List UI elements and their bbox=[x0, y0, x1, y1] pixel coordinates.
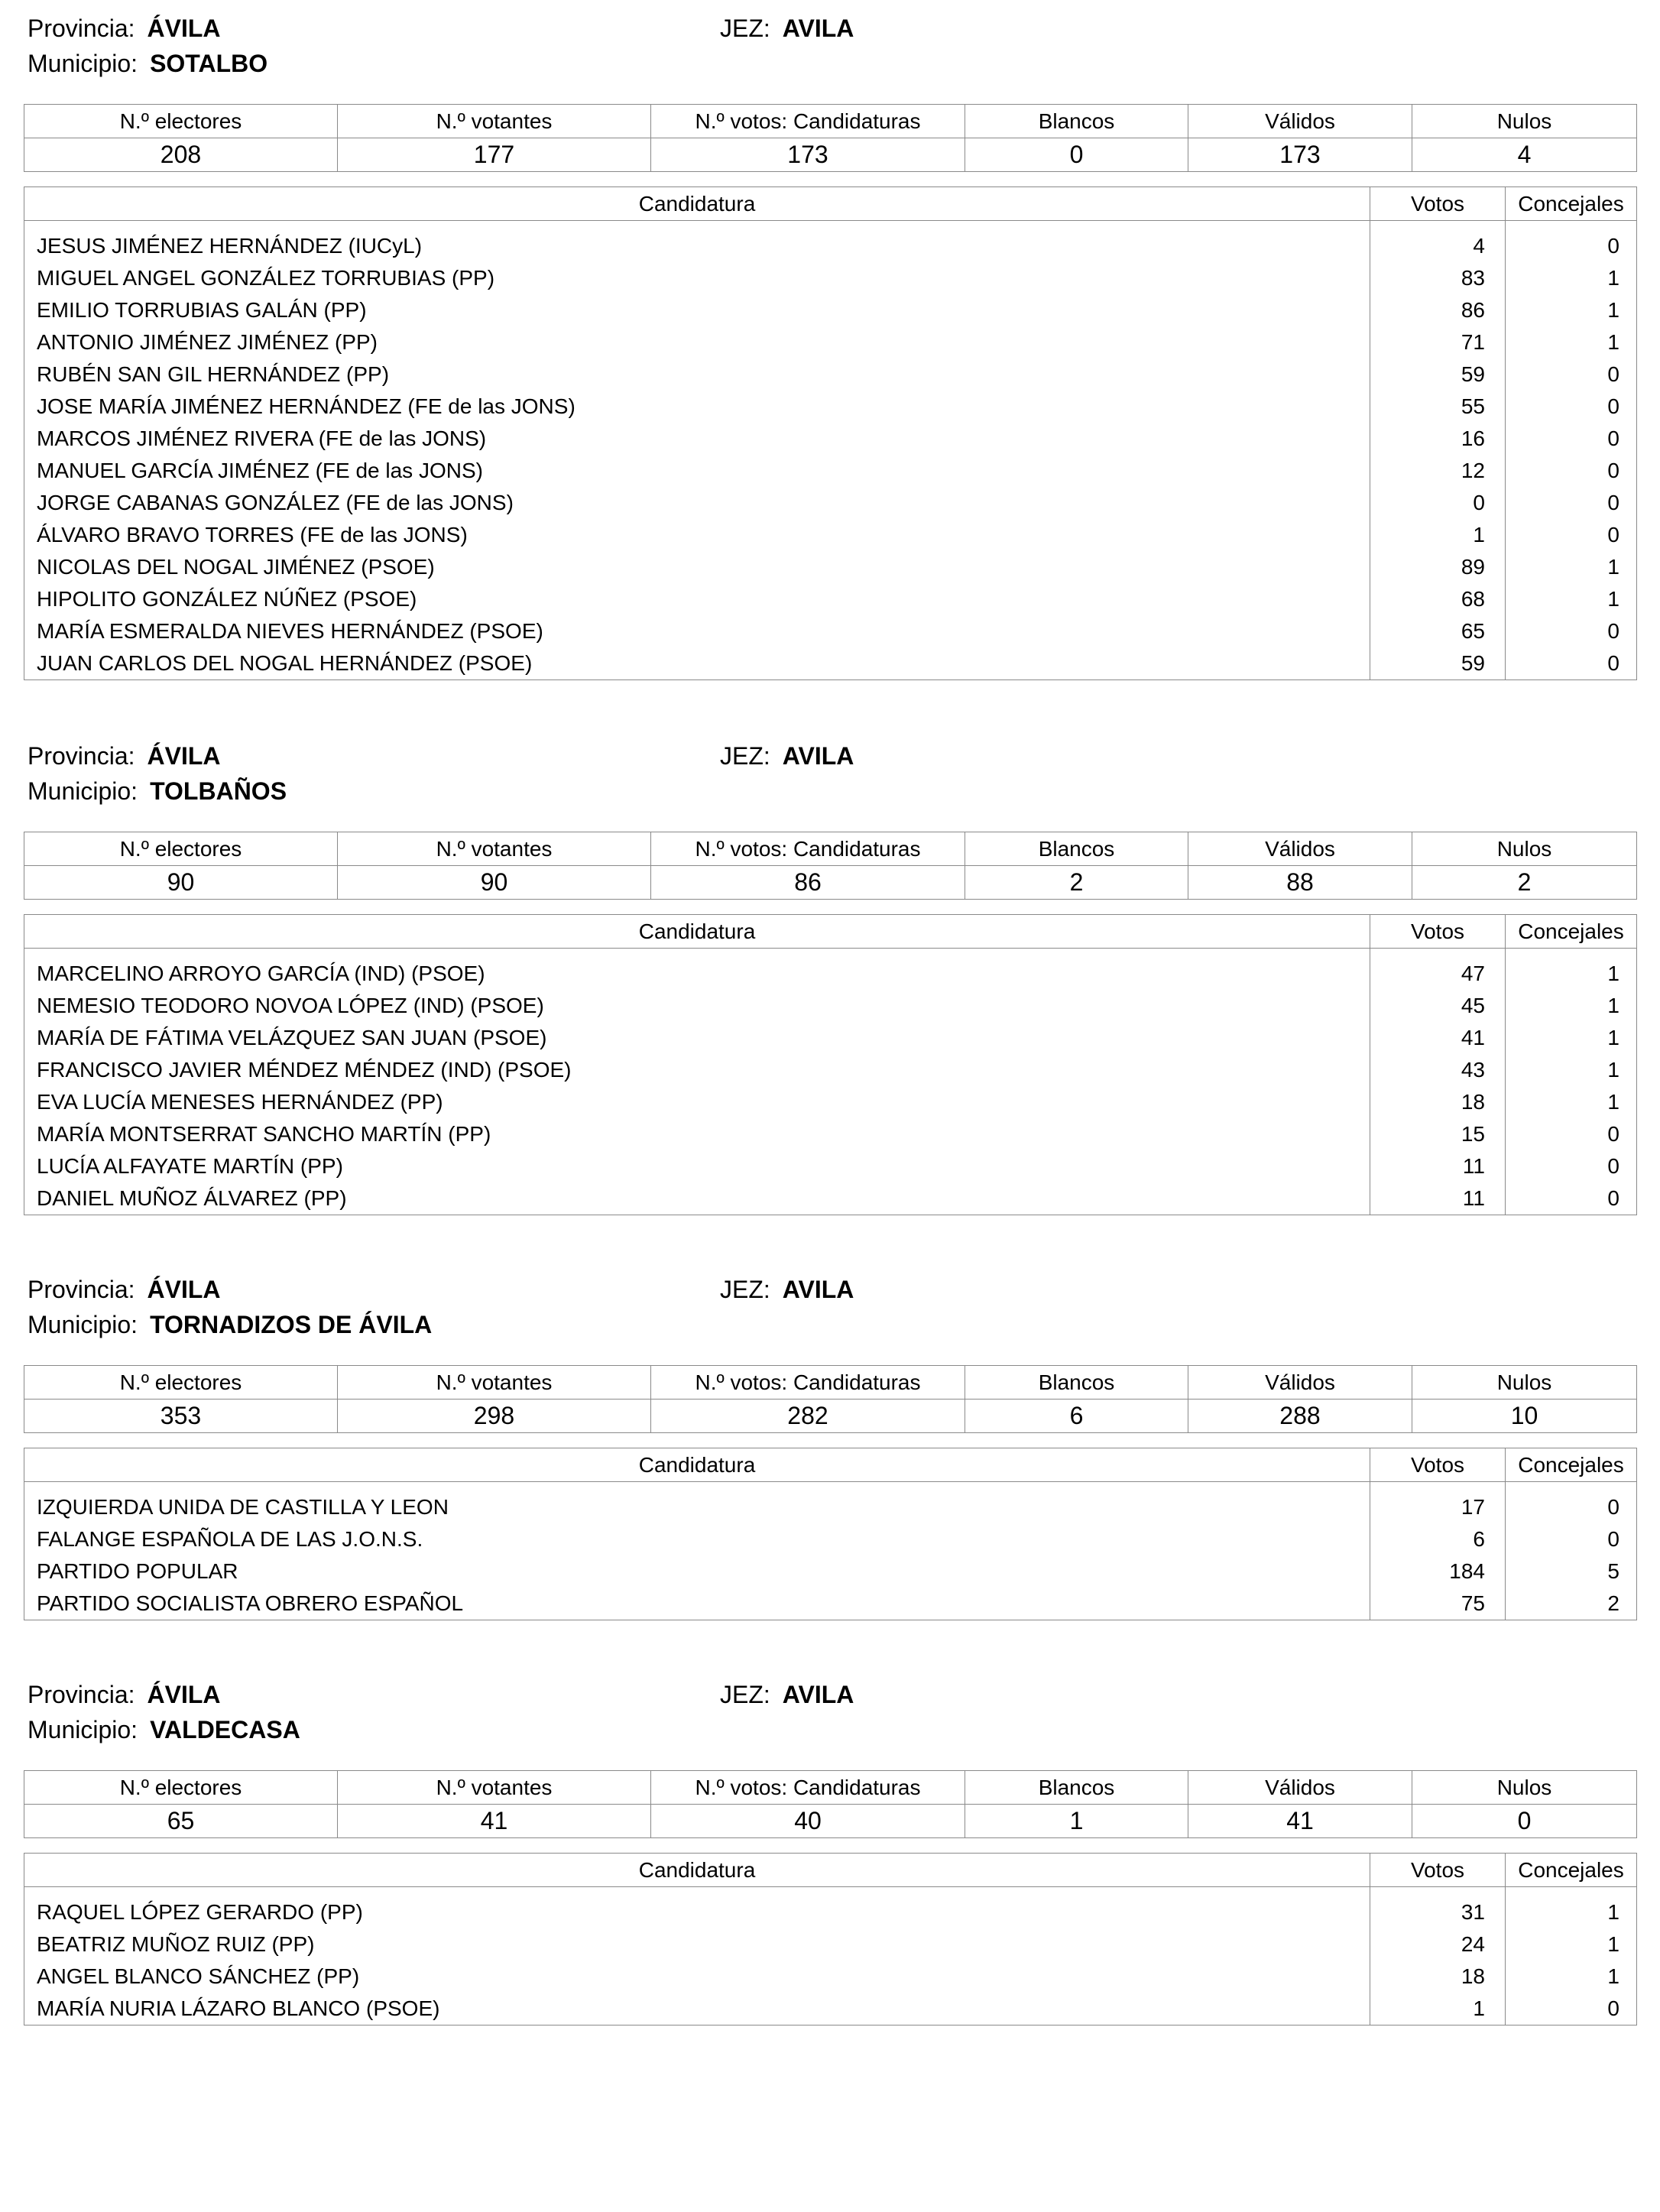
candidate-votos: 68 bbox=[1370, 583, 1506, 615]
spacer-cell bbox=[1370, 1482, 1506, 1492]
candidate-votos: 6 bbox=[1370, 1523, 1506, 1555]
candidate-name: MIGUEL ANGEL GONZÁLEZ TORRUBIAS (PP) bbox=[24, 262, 1370, 294]
summary-values-row bbox=[24, 1400, 1637, 1433]
summary-table bbox=[24, 104, 1637, 172]
summary-header-nulos: Nulos bbox=[1412, 105, 1637, 138]
candidate-row bbox=[24, 1523, 1637, 1555]
summary-value-validos: 41 bbox=[1188, 1805, 1412, 1838]
candidate-name: RAQUEL LÓPEZ GERARDO (PP) bbox=[24, 1896, 1370, 1928]
candidates-spacer-row bbox=[24, 949, 1637, 958]
candidate-row bbox=[24, 326, 1637, 358]
municipio-line bbox=[28, 46, 267, 81]
candidate-name: JUAN CARLOS DEL NOGAL HERNÁNDEZ (PSOE) bbox=[24, 647, 1370, 680]
summary-header-votantes: N.º votantes bbox=[338, 1771, 651, 1805]
candidate-votos: 4 bbox=[1370, 230, 1506, 262]
candidate-name: BEATRIZ MUÑOZ RUIZ (PP) bbox=[24, 1928, 1370, 1961]
candidate-votos: 83 bbox=[1370, 262, 1506, 294]
candidate-votos: 75 bbox=[1370, 1588, 1506, 1620]
municipio-line bbox=[28, 774, 287, 809]
candidate-votos: 12 bbox=[1370, 455, 1506, 487]
provincia-value: ÁVILA bbox=[147, 15, 221, 42]
municipio-line bbox=[28, 1712, 300, 1747]
jez-value: AVILA bbox=[782, 15, 854, 42]
summary-header-votos_candidaturas: N.º votos: Candidaturas bbox=[651, 105, 965, 138]
provincia-value: ÁVILA bbox=[147, 1681, 221, 1708]
candidate-concejales: 1 bbox=[1506, 990, 1637, 1022]
candidates-table bbox=[24, 186, 1637, 680]
jez-label: JEZ: bbox=[720, 1276, 770, 1303]
summary-value-votantes: 298 bbox=[338, 1400, 651, 1433]
candidates-table bbox=[24, 914, 1637, 1215]
municipio-line bbox=[28, 1307, 432, 1342]
candidate-concejales: 0 bbox=[1506, 1993, 1637, 2026]
candidate-votos: 65 bbox=[1370, 615, 1506, 647]
candidatura-header: Candidatura bbox=[24, 915, 1370, 949]
candidate-name: RUBÉN SAN GIL HERNÁNDEZ (PP) bbox=[24, 358, 1370, 391]
summary-table bbox=[24, 1365, 1637, 1433]
candidate-row bbox=[24, 294, 1637, 326]
candidate-votos: 86 bbox=[1370, 294, 1506, 326]
municipality-section bbox=[0, 11, 1660, 675]
candidate-votos: 184 bbox=[1370, 1555, 1506, 1588]
candidates-header-row bbox=[24, 915, 1637, 949]
candidate-row bbox=[24, 1491, 1637, 1523]
concejales-header: Concejales bbox=[1506, 1448, 1637, 1482]
summary-header-blancos: Blancos bbox=[965, 832, 1188, 866]
candidate-concejales: 0 bbox=[1506, 1182, 1637, 1215]
candidate-row bbox=[24, 1928, 1637, 1961]
candidate-concejales: 1 bbox=[1506, 583, 1637, 615]
votos-header: Votos bbox=[1370, 1448, 1506, 1482]
candidate-votos: 55 bbox=[1370, 391, 1506, 423]
candidate-row bbox=[24, 1022, 1637, 1054]
candidate-row bbox=[24, 1054, 1637, 1086]
municipio-value: VALDECASA bbox=[150, 1716, 300, 1743]
jez-value: AVILA bbox=[782, 1681, 854, 1708]
municipio-label: Municipio: bbox=[28, 1311, 138, 1338]
candidate-votos: 43 bbox=[1370, 1054, 1506, 1086]
summary-value-votantes: 41 bbox=[338, 1805, 651, 1838]
summary-value-votos_candidaturas: 40 bbox=[651, 1805, 965, 1838]
candidate-concejales: 0 bbox=[1506, 519, 1637, 551]
spacer-cell bbox=[1370, 221, 1506, 231]
summary-header-electores: N.º electores bbox=[24, 105, 338, 138]
concejales-header: Concejales bbox=[1506, 915, 1637, 949]
municipio-label: Municipio: bbox=[28, 1716, 138, 1743]
summary-value-blancos: 6 bbox=[965, 1400, 1188, 1433]
candidate-concejales: 0 bbox=[1506, 1523, 1637, 1555]
spacer-cell bbox=[24, 1887, 1370, 1897]
summary-value-votos_candidaturas: 282 bbox=[651, 1400, 965, 1433]
municipio-value: TORNADIZOS DE ÁVILA bbox=[150, 1311, 433, 1338]
candidate-votos: 16 bbox=[1370, 423, 1506, 455]
municipio-value: TOLBAÑOS bbox=[150, 777, 287, 805]
candidate-concejales: 1 bbox=[1506, 551, 1637, 583]
provincia-line bbox=[28, 11, 221, 46]
provincia-line bbox=[28, 1677, 221, 1712]
candidatura-header: Candidatura bbox=[24, 187, 1370, 221]
jez-line bbox=[720, 11, 854, 46]
spacer-cell bbox=[1506, 221, 1637, 231]
candidate-concejales: 1 bbox=[1506, 1022, 1637, 1054]
candidate-concejales: 1 bbox=[1506, 1896, 1637, 1928]
candidate-concejales: 0 bbox=[1506, 615, 1637, 647]
candidate-row bbox=[24, 1086, 1637, 1118]
provincia-label: Provincia: bbox=[28, 1681, 135, 1708]
candidate-row bbox=[24, 455, 1637, 487]
summary-value-votantes: 90 bbox=[338, 866, 651, 900]
summary-header-blancos: Blancos bbox=[965, 105, 1188, 138]
candidate-row bbox=[24, 423, 1637, 455]
summary-header-row bbox=[24, 105, 1637, 138]
candidate-row bbox=[24, 1182, 1637, 1215]
candidate-name: JORGE CABANAS GONZÁLEZ (FE de las JONS) bbox=[24, 487, 1370, 519]
candidate-name: MARÍA MONTSERRAT SANCHO MARTÍN (PP) bbox=[24, 1118, 1370, 1150]
provincia-label: Provincia: bbox=[28, 15, 135, 42]
candidate-votos: 89 bbox=[1370, 551, 1506, 583]
candidate-row bbox=[24, 1896, 1637, 1928]
candidates-header-row bbox=[24, 1854, 1637, 1887]
summary-header-votos_candidaturas: N.º votos: Candidaturas bbox=[651, 832, 965, 866]
candidate-row bbox=[24, 1150, 1637, 1182]
summary-value-validos: 288 bbox=[1188, 1400, 1412, 1433]
candidate-name: PARTIDO SOCIALISTA OBRERO ESPAÑOL bbox=[24, 1588, 1370, 1620]
summary-header-validos: Válidos bbox=[1188, 1771, 1412, 1805]
summary-header-electores: N.º electores bbox=[24, 832, 338, 866]
summary-value-nulos: 2 bbox=[1412, 866, 1637, 900]
candidate-row bbox=[24, 1993, 1637, 2026]
candidate-votos: 24 bbox=[1370, 1928, 1506, 1961]
spacer-cell bbox=[24, 1482, 1370, 1492]
candidate-votos: 71 bbox=[1370, 326, 1506, 358]
summary-header-nulos: Nulos bbox=[1412, 1366, 1637, 1400]
summary-header-blancos: Blancos bbox=[965, 1366, 1188, 1400]
candidate-concejales: 1 bbox=[1506, 1054, 1637, 1086]
summary-table bbox=[24, 1770, 1637, 1838]
candidates-spacer-row bbox=[24, 1887, 1637, 1897]
candidate-concejales: 1 bbox=[1506, 958, 1637, 990]
candidate-name: NICOLAS DEL NOGAL JIMÉNEZ (PSOE) bbox=[24, 551, 1370, 583]
candidate-concejales: 0 bbox=[1506, 647, 1637, 680]
candidate-concejales: 0 bbox=[1506, 423, 1637, 455]
summary-value-nulos: 4 bbox=[1412, 138, 1637, 172]
candidate-name: IZQUIERDA UNIDA DE CASTILLA Y LEON bbox=[24, 1491, 1370, 1523]
summary-values-row bbox=[24, 138, 1637, 172]
jez-label: JEZ: bbox=[720, 742, 770, 770]
candidate-row bbox=[24, 583, 1637, 615]
candidate-name: MARÍA DE FÁTIMA VELÁZQUEZ SAN JUAN (PSOE) bbox=[24, 1022, 1370, 1054]
concejales-header: Concejales bbox=[1506, 187, 1637, 221]
candidates-table bbox=[24, 1853, 1637, 2026]
candidate-row bbox=[24, 958, 1637, 990]
candidate-name: MANUEL GARCÍA JIMÉNEZ (FE de las JONS) bbox=[24, 455, 1370, 487]
summary-value-validos: 88 bbox=[1188, 866, 1412, 900]
summary-header-row bbox=[24, 832, 1637, 866]
candidate-name: ANGEL BLANCO SÁNCHEZ (PP) bbox=[24, 1961, 1370, 1993]
candidate-votos: 15 bbox=[1370, 1118, 1506, 1150]
candidate-row bbox=[24, 391, 1637, 423]
candidates-spacer-row bbox=[24, 221, 1637, 231]
candidate-concejales: 2 bbox=[1506, 1588, 1637, 1620]
spacer-cell bbox=[1506, 1887, 1637, 1897]
candidates-spacer-row bbox=[24, 1482, 1637, 1492]
provincia-label: Provincia: bbox=[28, 1276, 135, 1303]
summary-value-blancos: 2 bbox=[965, 866, 1188, 900]
summary-header-nulos: Nulos bbox=[1412, 1771, 1637, 1805]
summary-header-electores: N.º electores bbox=[24, 1366, 338, 1400]
candidate-votos: 18 bbox=[1370, 1086, 1506, 1118]
summary-header-validos: Válidos bbox=[1188, 1366, 1412, 1400]
candidate-row bbox=[24, 262, 1637, 294]
candidate-votos: 0 bbox=[1370, 487, 1506, 519]
candidate-concejales: 0 bbox=[1506, 230, 1637, 262]
candidate-row bbox=[24, 1555, 1637, 1588]
candidate-votos: 59 bbox=[1370, 358, 1506, 391]
provincia-line bbox=[28, 738, 221, 774]
candidate-row bbox=[24, 990, 1637, 1022]
votos-header: Votos bbox=[1370, 915, 1506, 949]
candidate-name: ANTONIO JIMÉNEZ JIMÉNEZ (PP) bbox=[24, 326, 1370, 358]
candidate-name: MARÍA NURIA LÁZARO BLANCO (PSOE) bbox=[24, 1993, 1370, 2026]
candidate-concejales: 1 bbox=[1506, 294, 1637, 326]
summary-value-votantes: 177 bbox=[338, 138, 651, 172]
summary-value-votos_candidaturas: 86 bbox=[651, 866, 965, 900]
summary-header-row bbox=[24, 1771, 1637, 1805]
candidate-concejales: 5 bbox=[1506, 1555, 1637, 1588]
candidate-name: FRANCISCO JAVIER MÉNDEZ MÉNDEZ (IND) (PSOE) bbox=[24, 1054, 1370, 1086]
candidate-votos: 11 bbox=[1370, 1182, 1506, 1215]
spacer-cell bbox=[1370, 1887, 1506, 1897]
candidatura-header: Candidatura bbox=[24, 1448, 1370, 1482]
concejales-header: Concejales bbox=[1506, 1854, 1637, 1887]
summary-header-votantes: N.º votantes bbox=[338, 1366, 651, 1400]
jez-label: JEZ: bbox=[720, 1681, 770, 1708]
summary-header-votantes: N.º votantes bbox=[338, 105, 651, 138]
candidate-name: EMILIO TORRUBIAS GALÁN (PP) bbox=[24, 294, 1370, 326]
summary-header-validos: Válidos bbox=[1188, 832, 1412, 866]
candidate-name: JESUS JIMÉNEZ HERNÁNDEZ (IUCyL) bbox=[24, 230, 1370, 262]
provincia-line bbox=[28, 1272, 221, 1307]
candidate-row bbox=[24, 487, 1637, 519]
summary-value-electores: 65 bbox=[24, 1805, 338, 1838]
summary-header-validos: Válidos bbox=[1188, 105, 1412, 138]
candidate-row bbox=[24, 358, 1637, 391]
candidate-concejales: 1 bbox=[1506, 326, 1637, 358]
candidate-votos: 11 bbox=[1370, 1150, 1506, 1182]
candidate-name: MARCELINO ARROYO GARCÍA (IND) (PSOE) bbox=[24, 958, 1370, 990]
candidate-concejales: 0 bbox=[1506, 1118, 1637, 1150]
summary-table bbox=[24, 832, 1637, 900]
votos-header: Votos bbox=[1370, 1854, 1506, 1887]
summary-header-electores: N.º electores bbox=[24, 1771, 338, 1805]
spacer-cell bbox=[1506, 949, 1637, 958]
candidate-concejales: 1 bbox=[1506, 1086, 1637, 1118]
summary-value-nulos: 10 bbox=[1412, 1400, 1637, 1433]
summary-value-electores: 90 bbox=[24, 866, 338, 900]
municipio-value: SOTALBO bbox=[150, 50, 268, 77]
municipio-label: Municipio: bbox=[28, 777, 138, 805]
candidate-name: ÁLVARO BRAVO TORRES (FE de las JONS) bbox=[24, 519, 1370, 551]
jez-line bbox=[720, 1272, 854, 1307]
jez-value: AVILA bbox=[782, 1276, 854, 1303]
candidate-name: NEMESIO TEODORO NOVOA LÓPEZ (IND) (PSOE) bbox=[24, 990, 1370, 1022]
summary-header-votantes: N.º votantes bbox=[338, 832, 651, 866]
candidate-row bbox=[24, 615, 1637, 647]
candidate-row bbox=[24, 519, 1637, 551]
summary-value-blancos: 0 bbox=[965, 138, 1188, 172]
summary-value-nulos: 0 bbox=[1412, 1805, 1637, 1838]
candidate-name: DANIEL MUÑOZ ÁLVAREZ (PP) bbox=[24, 1182, 1370, 1215]
candidate-row bbox=[24, 1118, 1637, 1150]
municipality-section bbox=[0, 738, 1660, 1273]
candidate-concejales: 1 bbox=[1506, 262, 1637, 294]
candidate-name: JOSE MARÍA JIMÉNEZ HERNÁNDEZ (FE de las JONS) bbox=[24, 391, 1370, 423]
candidate-votos: 18 bbox=[1370, 1961, 1506, 1993]
candidate-concejales: 0 bbox=[1506, 391, 1637, 423]
summary-value-electores: 208 bbox=[24, 138, 338, 172]
candidate-row bbox=[24, 551, 1637, 583]
candidate-name: HIPOLITO GONZÁLEZ NÚÑEZ (PSOE) bbox=[24, 583, 1370, 615]
candidate-name: MARCOS JIMÉNEZ RIVERA (FE de las JONS) bbox=[24, 423, 1370, 455]
summary-value-validos: 173 bbox=[1188, 138, 1412, 172]
candidate-votos: 1 bbox=[1370, 519, 1506, 551]
candidate-row bbox=[24, 1588, 1637, 1620]
candidatura-header: Candidatura bbox=[24, 1854, 1370, 1887]
summary-value-blancos: 1 bbox=[965, 1805, 1188, 1838]
municipio-label: Municipio: bbox=[28, 50, 138, 77]
candidate-concejales: 1 bbox=[1506, 1928, 1637, 1961]
candidate-concejales: 1 bbox=[1506, 1961, 1637, 1993]
summary-header-votos_candidaturas: N.º votos: Candidaturas bbox=[651, 1771, 965, 1805]
candidate-row bbox=[24, 230, 1637, 262]
provincia-value: ÁVILA bbox=[147, 742, 221, 770]
spacer-cell bbox=[1506, 1482, 1637, 1492]
candidate-votos: 45 bbox=[1370, 990, 1506, 1022]
candidate-row bbox=[24, 1961, 1637, 1993]
summary-header-row bbox=[24, 1366, 1637, 1400]
summary-header-votos_candidaturas: N.º votos: Candidaturas bbox=[651, 1366, 965, 1400]
provincia-label: Provincia: bbox=[28, 742, 135, 770]
candidates-header-row bbox=[24, 1448, 1637, 1482]
candidate-concejales: 0 bbox=[1506, 1150, 1637, 1182]
jez-line bbox=[720, 1677, 854, 1712]
summary-value-electores: 353 bbox=[24, 1400, 338, 1433]
municipality-section bbox=[0, 1677, 1660, 2212]
candidate-name: LUCÍA ALFAYATE MARTÍN (PP) bbox=[24, 1150, 1370, 1182]
candidate-name: PARTIDO POPULAR bbox=[24, 1555, 1370, 1588]
votos-header: Votos bbox=[1370, 187, 1506, 221]
provincia-value: ÁVILA bbox=[147, 1276, 221, 1303]
candidate-votos: 1 bbox=[1370, 1993, 1506, 2026]
jez-label: JEZ: bbox=[720, 15, 770, 42]
summary-header-nulos: Nulos bbox=[1412, 832, 1637, 866]
candidate-concejales: 0 bbox=[1506, 1491, 1637, 1523]
candidate-votos: 47 bbox=[1370, 958, 1506, 990]
candidate-name: FALANGE ESPAÑOLA DE LAS J.O.N.S. bbox=[24, 1523, 1370, 1555]
spacer-cell bbox=[24, 221, 1370, 231]
spacer-cell bbox=[24, 949, 1370, 958]
candidate-concejales: 0 bbox=[1506, 455, 1637, 487]
candidate-concejales: 0 bbox=[1506, 487, 1637, 519]
candidate-votos: 59 bbox=[1370, 647, 1506, 680]
spacer-cell bbox=[1370, 949, 1506, 958]
candidate-votos: 17 bbox=[1370, 1491, 1506, 1523]
candidate-concejales: 0 bbox=[1506, 358, 1637, 391]
summary-value-votos_candidaturas: 173 bbox=[651, 138, 965, 172]
candidate-row bbox=[24, 647, 1637, 680]
summary-values-row bbox=[24, 1805, 1637, 1838]
candidate-votos: 41 bbox=[1370, 1022, 1506, 1054]
candidates-header-row bbox=[24, 187, 1637, 221]
candidate-votos: 31 bbox=[1370, 1896, 1506, 1928]
candidates-table bbox=[24, 1448, 1637, 1620]
candidate-name: EVA LUCÍA MENESES HERNÁNDEZ (PP) bbox=[24, 1086, 1370, 1118]
jez-value: AVILA bbox=[782, 742, 854, 770]
summary-values-row bbox=[24, 866, 1637, 900]
summary-header-blancos: Blancos bbox=[965, 1771, 1188, 1805]
candidate-name: MARÍA ESMERALDA NIEVES HERNÁNDEZ (PSOE) bbox=[24, 615, 1370, 647]
jez-line bbox=[720, 738, 854, 774]
